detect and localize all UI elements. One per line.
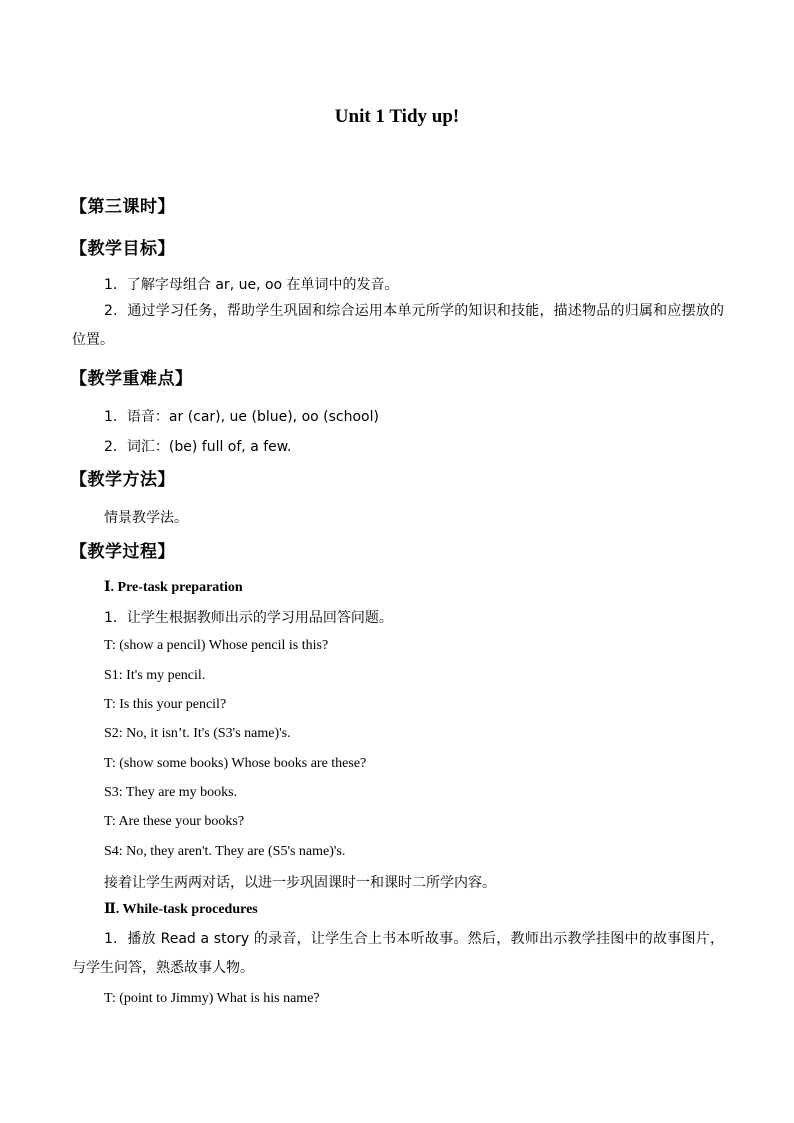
heading-process: 【教学过程】 — [70, 542, 175, 562]
dialogue-line: S1: It's my pencil. — [104, 668, 206, 683]
key-point-item-1: 1．语音：ar (car), ue (blue), oo (school) — [104, 409, 379, 425]
process-step-1-note: 接着让学生两两对话，以进一步巩固课时一和课时二所学内容。 — [104, 875, 496, 891]
objective-item-1: 1．了解字母组合 ar, ue, oo 在单词中的发音。 — [104, 277, 399, 293]
heading-objectives: 【教学目标】 — [70, 239, 175, 259]
dialogue-line: S4: No, they aren't. They are (S5's name)'s. — [104, 844, 346, 859]
process-step-2: 1．播放 Read a story 的录音，让学生合上书本听故事。然后，教师出示教学挂图中的故事图片，与学生问答，熟悉故事人物。 — [72, 931, 724, 976]
objective-item-2: 2．通过学习任务，帮助学生巩固和综合运用本单元所学的知识和技能，描述物品的归属和应摆放的位置。 — [72, 303, 724, 348]
dialogue-line: S3: They are my books. — [104, 785, 238, 800]
heading-key-points: 【教学重难点】 — [70, 369, 193, 389]
dialogue-line: T: (point to Jimmy) What is his name? — [104, 991, 320, 1006]
dialogue-line: T: (show a pencil) Whose pencil is this? — [104, 638, 329, 653]
section-while-task-title: Ⅱ. While-task procedures — [104, 902, 258, 917]
dialogue-line: S2: No, it isn’t. It's (S3's name)'s. — [104, 726, 291, 741]
dialogue-line: T: Is this your pencil? — [104, 697, 227, 712]
key-point-item-2: 2．词汇：(be) full of, a few. — [104, 439, 292, 455]
dialogue-line: T: (show some books) Whose books are these? — [104, 756, 367, 771]
dialogue-line: T: Are these your books? — [104, 814, 245, 829]
page-title: Unit 1 Tidy up! — [334, 106, 460, 127]
method-item-1: 情景教学法。 — [104, 510, 188, 526]
heading-methods: 【教学方法】 — [70, 470, 175, 490]
heading-lesson: 【第三课时】 — [70, 197, 175, 217]
process-step-1: 1．让学生根据教师出示的学习用品回答问题。 — [104, 610, 393, 626]
section-pre-task-title: Ⅰ. Pre-task preparation — [104, 580, 243, 595]
